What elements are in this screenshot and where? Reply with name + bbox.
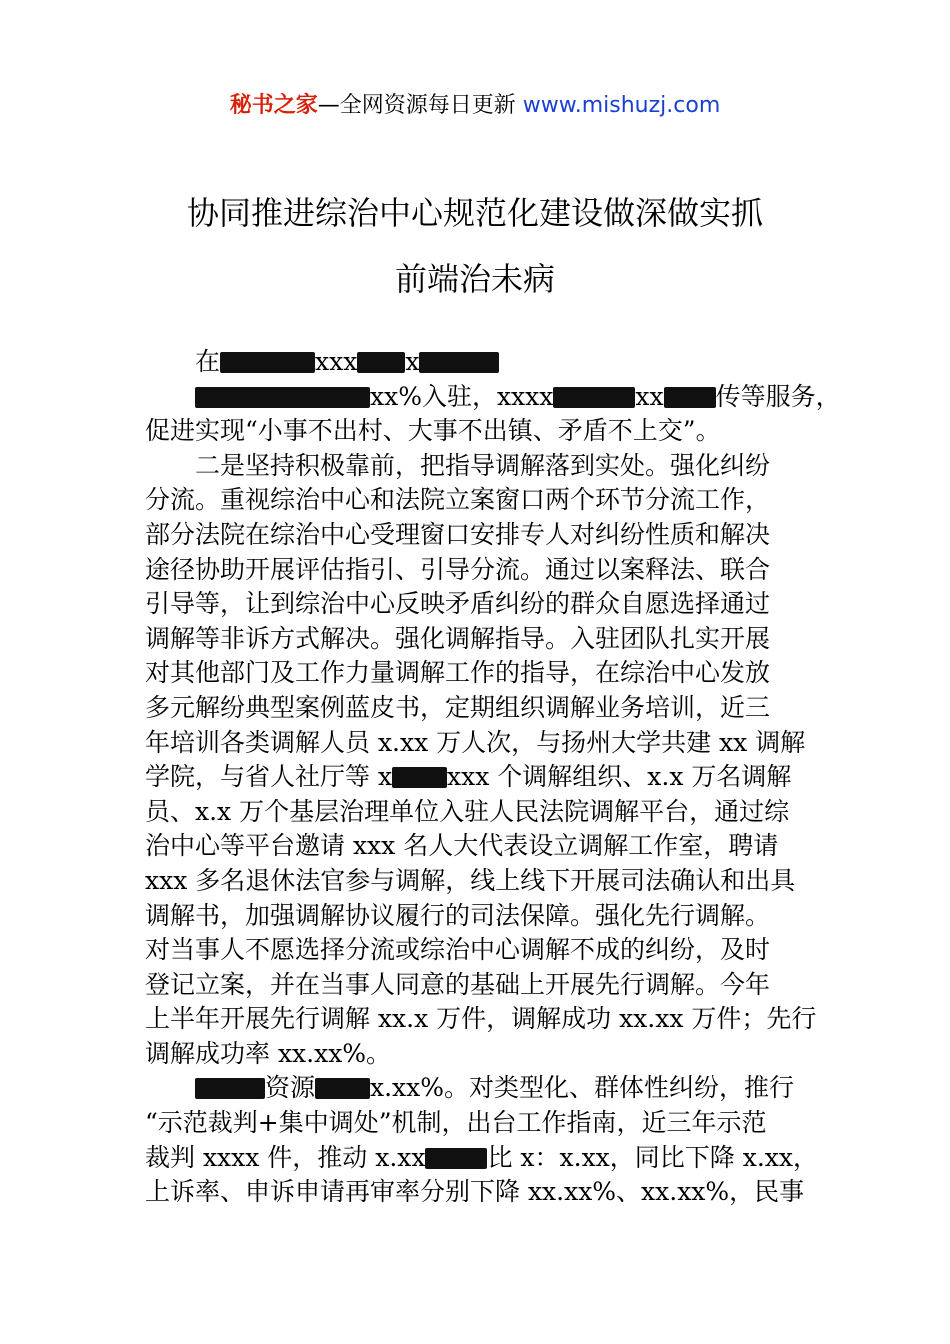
text-line: 二是坚持积极靠前，把指导调解落到实处。强化纠纷 (195, 450, 771, 480)
redaction-block (392, 767, 447, 788)
redaction-block (220, 352, 315, 373)
text-line: 上半年开展先行调解 xx.x 万件，调解成功 xx.xx 万件；先行 (145, 1004, 817, 1034)
redaction-block (425, 1148, 487, 1169)
redaction-block (315, 1078, 370, 1099)
text-line: 年培训各类调解人员 x.xx 万人次，与扬州大学共建 xx 调解 (145, 727, 806, 757)
text-line: 对当事人不愿选择分流或综治中心调解不成的纠纷，及时 (145, 935, 771, 965)
text-line: 引导等，让到综治中心反映矛盾纠纷的群众自愿选择通过 (145, 589, 771, 619)
redaction-block (553, 387, 635, 408)
text-line: 调解书，加强调解协议履行的司法保障。强化先行调解。 (145, 900, 771, 930)
text-line: 治中心等平台邀请 xxx 名人大代表设立调解工作室，聘请 (145, 831, 779, 861)
redaction-block (664, 387, 716, 408)
text-line: 多元解纷典型案例蓝皮书，定期组织调解业务培训，近三 (145, 692, 771, 722)
text-line: 裁判 xxxx 件，推动 x.xx 比 x：x.xx，同比下降 x.xx， (145, 1142, 818, 1172)
text-line: 员、x.x 万个基层治理单位入驻人民法院调解平台，通过综 (145, 796, 790, 826)
text-line: 上诉率、申诉申请再审率分别下降 xx.xx%、xx.xx%，民事 (145, 1177, 805, 1207)
text-line: 分流。重视综治中心和法院立案窗口两个环节分流工作， (145, 485, 771, 515)
text-line: 资源 x.xx%。对类型化、群体性纠纷，推行 (145, 1071, 810, 1106)
text-line: 在 xxx x (145, 345, 810, 380)
text-line: 调解成功率 xx.xx%。 (145, 1038, 392, 1068)
text-line: 对其他部门及工作力量调解工作的指导，在综治中心发放 (145, 658, 771, 688)
site-url-link[interactable]: www.mishuzj.com (522, 93, 721, 118)
redaction-block (419, 352, 499, 373)
banner-tagline: —全网资源每日更新 (317, 93, 516, 118)
text-line: 调解等非诉方式解决。强化调解指导。入驻团队扎实开展 (145, 623, 771, 653)
redaction-block (195, 387, 370, 408)
site-banner (0, 88, 950, 119)
text-line: 促进实现“小事不出村、大事不出镇、矛盾不上交”。 (145, 416, 721, 446)
text-line: 途径协助开展评估指引、引导分流。通过以案释法、联合 (145, 554, 771, 584)
document-title-line-1: 协同推进综治中心规范化建设做深做实抓 (186, 194, 763, 232)
text-line: xx%入驻，xxxx xx 传等服务， (145, 380, 810, 415)
document-title-line-2: 前端治未病 (394, 260, 555, 298)
redaction-block (195, 1078, 265, 1099)
document-body (145, 345, 841, 1210)
text-line: “示范裁判+集中调处”机制，出台工作指南，近三年示范 (145, 1108, 767, 1138)
text-line: 学院，与省人社厅等 x xxx 个调解组织、x.x 万名调解 (145, 762, 792, 792)
brand-name: 秘书之家 (229, 93, 318, 118)
text-line: xxx 多名退休法官参与调解，线上线下开展司法确认和出具 (145, 865, 796, 895)
text-line: 登记立案，并在当事人同意的基础上开展先行调解。今年 (145, 969, 771, 999)
text-line: 部分法院在综治中心受理窗口安排专人对纠纷性质和解决 (145, 519, 771, 549)
redaction-block (357, 352, 405, 373)
